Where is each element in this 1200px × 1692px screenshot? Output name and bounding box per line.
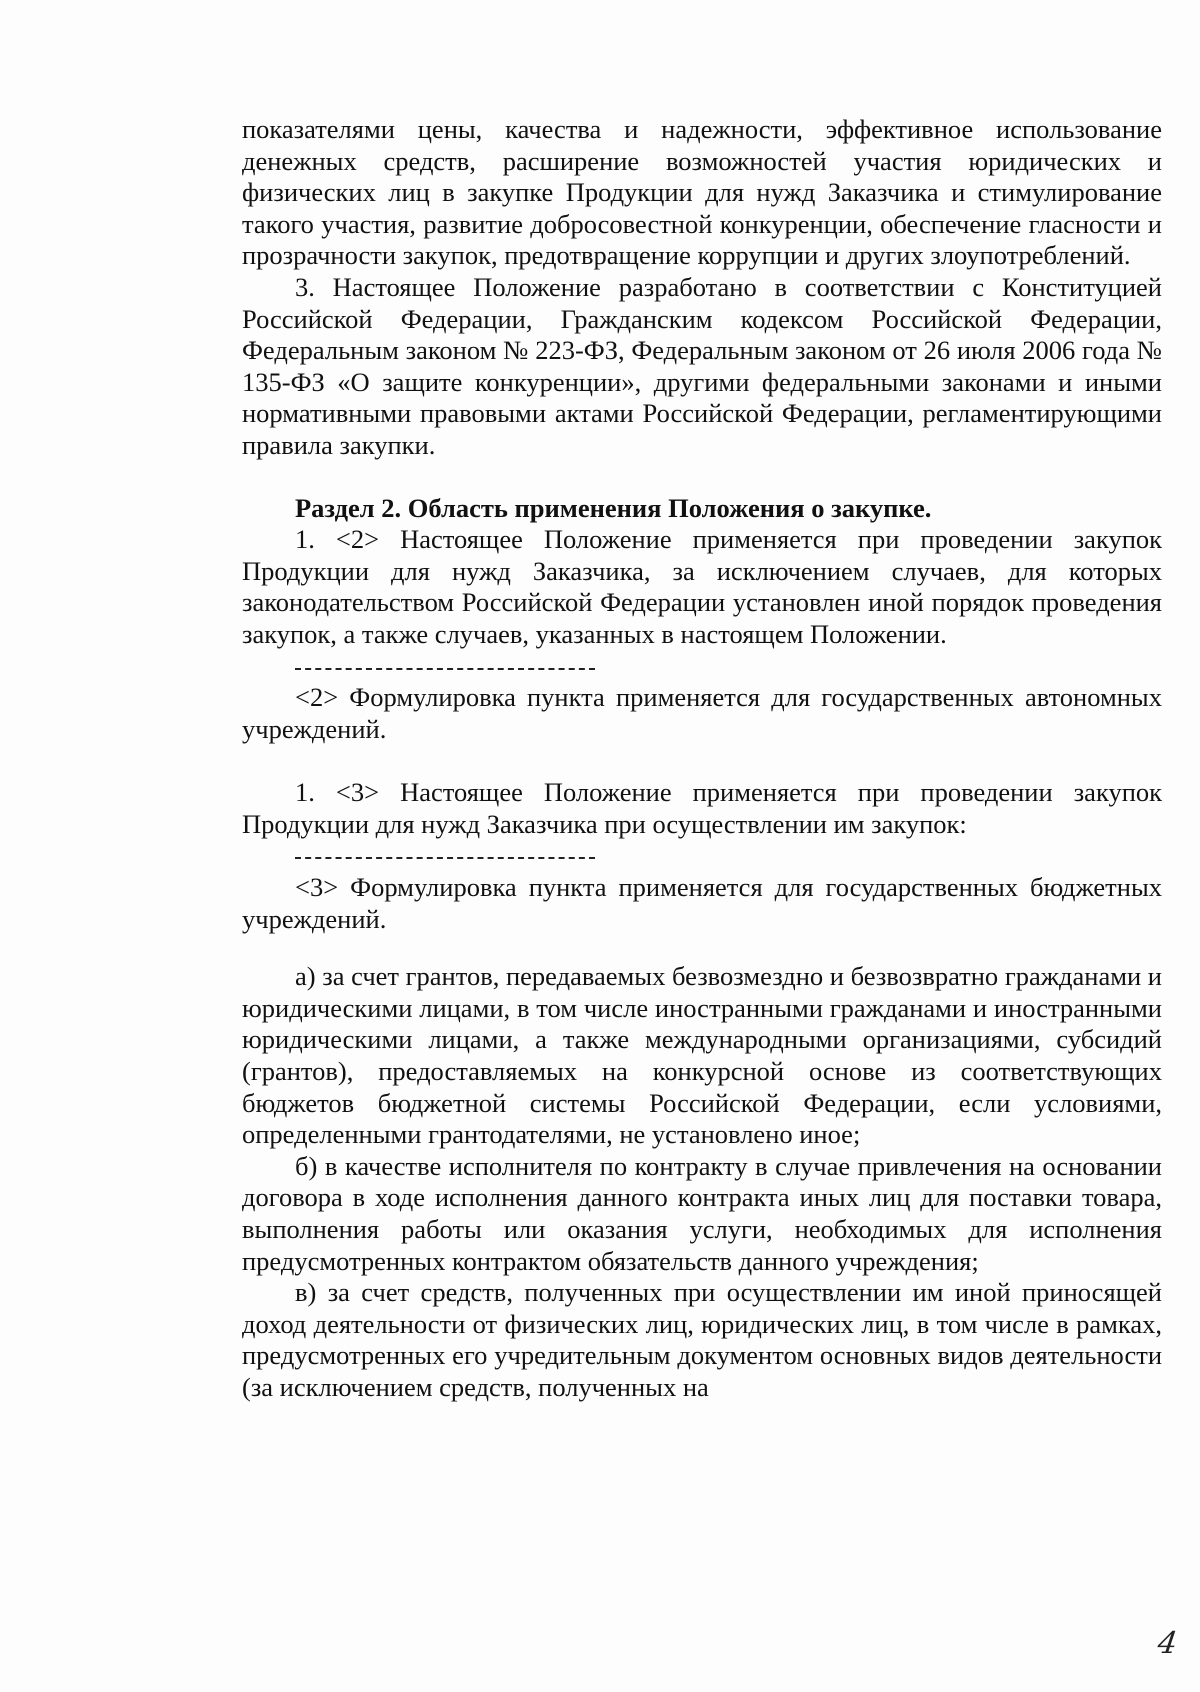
paragraph-1-autonomous: 1. <2> Настоящее Положение применяется при проведении закупок Продукции для нужд Заказчика, за исключением случаев, для которых законодательством Российской Федерации установлен иной порядок проведения закупок, а также случаев, указанных в настоящем Положении. bbox=[242, 524, 1162, 649]
paragraph-gap bbox=[242, 935, 1162, 961]
list-item-b: б) в качестве исполнителя по контракту в случае привлечения на основании договора в ходе исполнения данного контракта иных лиц для поставки товара, выполнения работы или оказания услуги, необходимых для исполнения предусмотренных контрактом обязательств данного учреждения; bbox=[242, 1150, 1162, 1276]
footnote-3: <3> Формулировка пункта применяется для государственных бюджетных учреждений. bbox=[242, 872, 1162, 934]
section-heading: Раздел 2. Область применения Положения о закупке. bbox=[295, 492, 932, 523]
document-body bbox=[242, 114, 1162, 1404]
list-item-a: а) за счет грантов, передаваемых безвозмездно и безвозвратно гражданами и юридическими лицами, в том числе иностранными гражданами и иностранными юридическими лицами, а также международными организациями, субсидий (грантов), предоставляемых на конкурсной основе из соответствующих бюджетов бюджетной системы Российской Федерации, если условиями, определенными грантодателями, не установлено иное; bbox=[242, 961, 1162, 1150]
paragraph-1-budget: 1. <3> Настоящее Положение применяется при проведении закупок Продукции для нужд Заказчика при осуществлении им закупок: bbox=[242, 777, 1162, 839]
footnote-separator bbox=[295, 840, 595, 872]
paragraph-gap bbox=[242, 462, 1162, 493]
page-number: 4 bbox=[1155, 1626, 1180, 1661]
paragraph-gap bbox=[242, 745, 1162, 777]
footnote-separator bbox=[295, 651, 595, 683]
paragraph-3: 3. Настоящее Положение разработано в соответствии с Конституцией Российской Федерации, Гражданским кодексом Российской Федерации, Федеральным законом № 223-ФЗ, Федеральным законом от 26 июля 2006 года № 135-ФЗ «О защите конкуренции», другими федеральными законами и иными нормативными правовыми актами Российской Федерации, регламентирующими правила закупки. bbox=[242, 271, 1162, 460]
footnote-2: <2> Формулировка пункта применяется для государственных автономных учреждений. bbox=[242, 682, 1162, 744]
paragraph-intro: показателями цены, качества и надежности, эффективное использование денежных средств, расширение возможностей участия юридических и физических лиц в закупке Продукции для нужд Заказчика и стимулирование такого участия, развитие добросовестной конкуренции, обеспечение гласности и прозрачности закупок, предотвращение коррупции и других злоупотреблений. bbox=[242, 114, 1162, 271]
list-item-v: в) за счет средств, полученных при осуществлении им иной приносящей доход деятельности от физических лиц, юридических лиц, в том числе в рамках, предусмотренных его учредительным документом основных видов деятельности (за исключением средств, полученных на bbox=[242, 1277, 1162, 1402]
